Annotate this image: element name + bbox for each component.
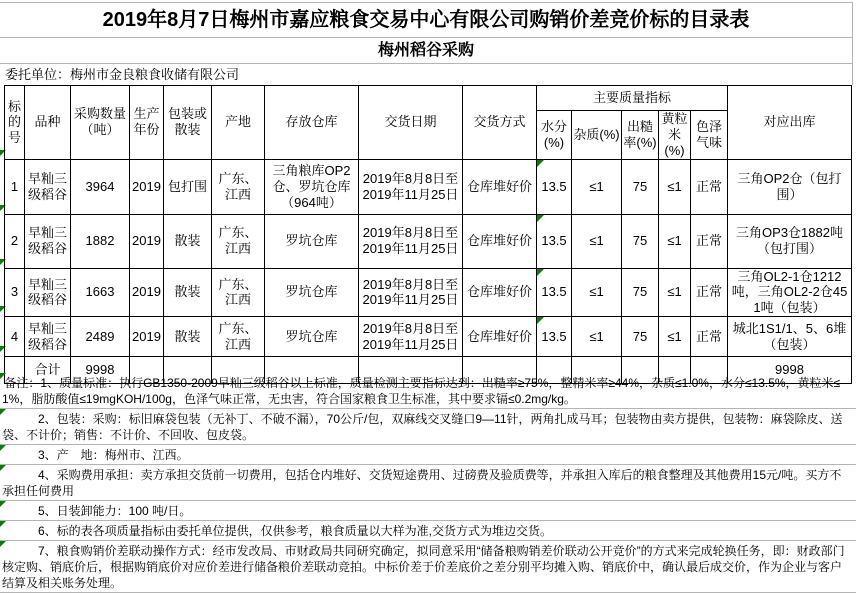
cell-origin: 广东、江西 — [212, 214, 265, 268]
header-production-year: 生产年份 — [130, 86, 164, 160]
note-quality-standard: 备注：1、质量标准：执行GB1350-2009早籼三级稻谷以上标准，质量检测主要指标达到：出糙率≥75%，整精米率≥44%，杂质≤1.0%，水分≤13.5%，黄粒米≤1%，脂肪酸值≤19mgKOH/100g，色泽气味正常，无虫害，符合国家粮食卫生标准，其中要求镉≤0.2mg/kg。 — [0, 373, 856, 409]
cell-outbound: 城北1S1/1、5、6堆（包装） — [728, 317, 852, 357]
cell-impurity: ≤1 — [572, 268, 622, 317]
cell-origin: 广东、江西 — [212, 268, 265, 317]
cell-qty: 3964 — [71, 159, 130, 214]
cell-method: 仓库堆好价 — [463, 317, 537, 357]
header-variety: 品种 — [25, 86, 71, 160]
client-label: 委托单位：梅州市金良粮食收储有限公司 — [5, 67, 240, 82]
cell-warehouse: 罗坑仓库 — [265, 268, 359, 317]
cell-impurity: ≤1 — [572, 159, 622, 214]
header-delivery-date: 交货日期 — [359, 86, 463, 160]
header-yellow-grain: 黄粒米(%) — [659, 111, 691, 160]
cell-yellow: ≤1 — [659, 268, 691, 317]
cell-warehouse: 罗坑仓库 — [265, 317, 359, 357]
header-delivery-method: 交货方式 — [463, 86, 537, 160]
header-brown-rice-rate: 出糙率(%) — [622, 111, 659, 160]
cell-outbound: 三角OL2-1仓1212吨，三角OL2-2仓451吨（包装） — [728, 268, 852, 317]
cell-yellow: ≤1 — [659, 317, 691, 357]
total-outbound: 9998 — [728, 357, 852, 384]
total-label: 合计 — [25, 357, 71, 384]
cell-moisture: 13.5 — [537, 214, 572, 268]
header-packing: 包装或散装 — [164, 86, 212, 160]
gridline — [852, 2, 853, 85]
cell-date: 2019年8月8日至2019年11月25日 — [359, 159, 463, 214]
cell-pack: 散装 — [164, 317, 212, 357]
cell-method: 仓库堆好价 — [463, 214, 537, 268]
cell-origin: 广东、江西 — [212, 159, 265, 214]
catalog-table — [4, 85, 852, 384]
cell-moisture: 13.5 — [537, 268, 572, 317]
cell-method: 仓库堆好价 — [463, 268, 537, 317]
cell-year: 2019 — [130, 159, 164, 214]
header-bid-no: 标的号 — [5, 86, 25, 160]
note-quality-reference: 6、标的表各项质量指标由委托单位提供，仅供参考，粮食质量以大样为准,交货方式为堆边交货。 — [0, 521, 856, 541]
gridline — [0, 2, 852, 3]
cell-year: 2019 — [130, 317, 164, 357]
note-price-linkage: 7、粮食购销价差联动操作方式：经市发改局、市财政局共同研究确定，拟同意采用“储备粮购销差价联动公开竞价”的方式来完成轮换任务，即：财政部门核定购、销底价后，根据购销底价对应价差进行储备粮价差联动竞拍。中标价差于价差底价之差分别平均摊入购、销底价中，确认最后成交价，作为企业与客户结算及相关账务处理。 — [0, 541, 856, 593]
cell-color: 正常 — [691, 317, 728, 357]
table-row — [5, 317, 852, 357]
cell-impurity: ≤1 — [572, 317, 622, 357]
cell-color: 正常 — [691, 268, 728, 317]
cell-date: 2019年8月8日至2019年11月25日 — [359, 268, 463, 317]
cell-pack: 包打围 — [164, 159, 212, 214]
header-color-odor: 色泽气味 — [691, 111, 728, 160]
cell-bid-no: 1 — [5, 159, 25, 214]
cell-date: 2019年8月8日至2019年11月25日 — [359, 214, 463, 268]
cell-variety: 早籼三级稻谷 — [25, 317, 71, 357]
cell-pack: 散装 — [164, 214, 212, 268]
cell-bid-no: 2 — [5, 214, 25, 268]
cell-yellow: ≤1 — [659, 214, 691, 268]
cell-method: 仓库堆好价 — [463, 159, 537, 214]
header-quality-group: 主要质量指标 — [537, 86, 728, 111]
header-purchase-qty: 采购数量（吨） — [71, 86, 130, 160]
cell-outbound: 三角OP3仓1882吨（包打围） — [728, 214, 852, 268]
cell-color: 正常 — [691, 159, 728, 214]
header-impurity: 杂质(%) — [572, 111, 622, 160]
table-row — [5, 159, 852, 214]
cell-moisture: 13.5 — [537, 317, 572, 357]
cell-outbound: 三角OP2仓（包打围） — [728, 159, 852, 214]
note-packing: 2、包装：采购：标旧麻袋包装（无补丁、不破不漏），70公斤/包，双麻线交叉缝口9—11针，两角扎成马耳；包装物由卖方提供，包装物：麻袋除皮、送袋、不计价；销售：不计价、不回收、包皮袋。 — [0, 409, 856, 445]
cell-year: 2019 — [130, 214, 164, 268]
cell-rate: 75 — [622, 268, 659, 317]
header-moisture: 水分(%) — [537, 111, 572, 160]
table-row — [5, 214, 852, 268]
page-title: 2019年8月7日梅州市嘉应粮食交易中心有限公司购销价差竞价标的目录表 — [102, 9, 750, 31]
cell-date: 2019年8月8日至2019年11月25日 — [359, 317, 463, 357]
cell-color: 正常 — [691, 214, 728, 268]
cell-yellow: ≤1 — [659, 159, 691, 214]
cell-rate: 75 — [622, 214, 659, 268]
cell-moisture: 13.5 — [537, 159, 572, 214]
page-subtitle: 梅州稻谷采购 — [377, 42, 474, 59]
cell-qty: 1882 — [71, 214, 130, 268]
cell-year: 2019 — [130, 268, 164, 317]
cell-warehouse: 罗坑仓库 — [265, 214, 359, 268]
cell-origin: 广东、江西 — [212, 317, 265, 357]
cell-pack: 散装 — [164, 268, 212, 317]
notes-section — [0, 373, 856, 593]
header-origin: 产地 — [212, 86, 265, 160]
note-loading-capacity: 5、日装卸能力：100 吨/日。 — [0, 501, 856, 521]
header-outbound: 对应出库 — [728, 86, 852, 160]
total-qty: 9998 — [71, 357, 130, 384]
table-row — [5, 268, 852, 317]
cell-warehouse: 三角粮库OP2仓、罗坑仓库（964吨） — [265, 159, 359, 214]
note-origin: 3、产 地：梅州市、江西。 — [0, 445, 856, 465]
cell-bid-no: 4 — [5, 317, 25, 357]
cell-qty: 2489 — [71, 317, 130, 357]
cell-variety: 早籼三级稻谷 — [25, 159, 71, 214]
cell-variety: 早籼三级稻谷 — [25, 268, 71, 317]
cell-rate: 75 — [622, 317, 659, 357]
cell-variety: 早籼三级稻谷 — [25, 214, 71, 268]
cell-bid-no: 3 — [5, 268, 25, 317]
note-cost-bearing: 4、采购费用承担：卖方承担交货前一切费用，包括仓内堆好、交货短途费用、过磅费及验质费等，并承担入库后的粮食整理及其他费用15元/吨。买方不承担任何费用 — [0, 465, 856, 501]
header-storage-warehouse: 存放仓库 — [265, 86, 359, 160]
cell-rate: 75 — [622, 159, 659, 214]
cell-impurity: ≤1 — [572, 214, 622, 268]
cell-qty: 1663 — [71, 268, 130, 317]
